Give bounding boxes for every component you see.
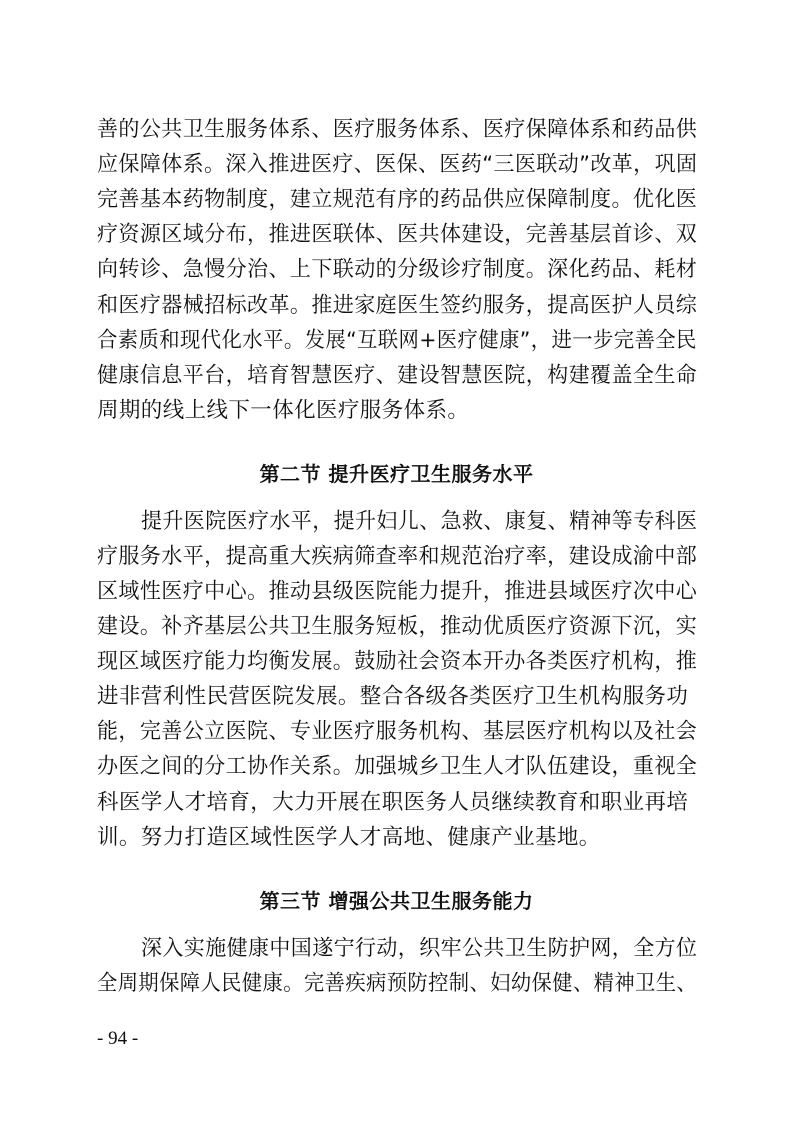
paragraph-line: 疗资源区域分布，推进医联体、医共体建设，完善基层首诊、双 — [97, 222, 698, 247]
section-heading: 第二节 提升医疗卫生服务水平 — [259, 462, 534, 486]
paragraph-line: 建设。补齐基层公共卫生服务短板，推动优质医疗资源下沉，实 — [97, 614, 698, 639]
paragraph-line: 合素质和现代化水平。发展“互联网+医疗健康”，进一步完善全民 — [97, 328, 697, 353]
paragraph-line: 办医之间的分工协作关系。加强城乡卫生人才队伍建设，重视全 — [97, 754, 698, 779]
paragraph-line: 训。努力打造区域性医学人才高地、健康产业基地。 — [97, 825, 601, 850]
paragraph-line: 向转诊、急慢分治、上下联动的分级诊疗制度。深化药品、耗材 — [97, 257, 698, 282]
paragraph-line: 全周期保障人民健康。完善疾病预防控制、妇幼保健、精神卫生、 — [97, 971, 698, 996]
paragraph-line: 科医学人才培育，大力开展在职医务人员继续教育和职业再培 — [97, 790, 689, 815]
paragraph-line: 周期的线上线下一体化医疗服务体系。 — [97, 398, 470, 423]
paragraph-line: 和医疗器械招标改革。推进家庭医生签约服务，提高医护人员综 — [97, 293, 698, 318]
paragraph-line: 能，完善公立医院、专业医疗服务机构、基层医疗机构以及社会 — [97, 719, 698, 744]
paragraph-line: 提升医院医疗水平，提升妇儿、急救、康复、精神等专科医 — [141, 509, 698, 534]
paragraph-line: 深入实施健康中国遂宁行动，织牢公共卫生防护网，全方位 — [141, 936, 698, 961]
paragraph-line: 应保障体系。深入推进医疗、医保、医药“三医联动”改革，巩固 — [97, 152, 698, 177]
paragraph-line: 完善基本药物制度，建立规范有序的药品供应保障制度。优化医 — [97, 187, 698, 212]
paragraph-line: 疗服务水平，提高重大疾病筛查率和规范治疗率，建设成渝中部 — [97, 544, 698, 569]
section-heading: 第三节 增强公共卫生服务能力 — [259, 889, 534, 913]
paragraph-line: 现区域医疗能力均衡发展。鼓励社会资本开办各类医疗机构，推 — [97, 649, 698, 674]
paragraph-line: 善的公共卫生服务体系、医疗服务体系、医疗保障体系和药品供 — [97, 117, 698, 142]
page-number: - 94 - — [97, 1028, 139, 1049]
paragraph-line: 进非营利性民营医院发展。整合各级各类医疗卫生机构服务功 — [97, 684, 689, 709]
paragraph-line: 区域性医疗中心。推动县级医院能力提升，推进县域医疗次中心 — [97, 579, 698, 604]
paragraph-line: 健康信息平台，培育智慧医疗、建设智慧医院，构建覆盖全生命 — [97, 363, 698, 388]
